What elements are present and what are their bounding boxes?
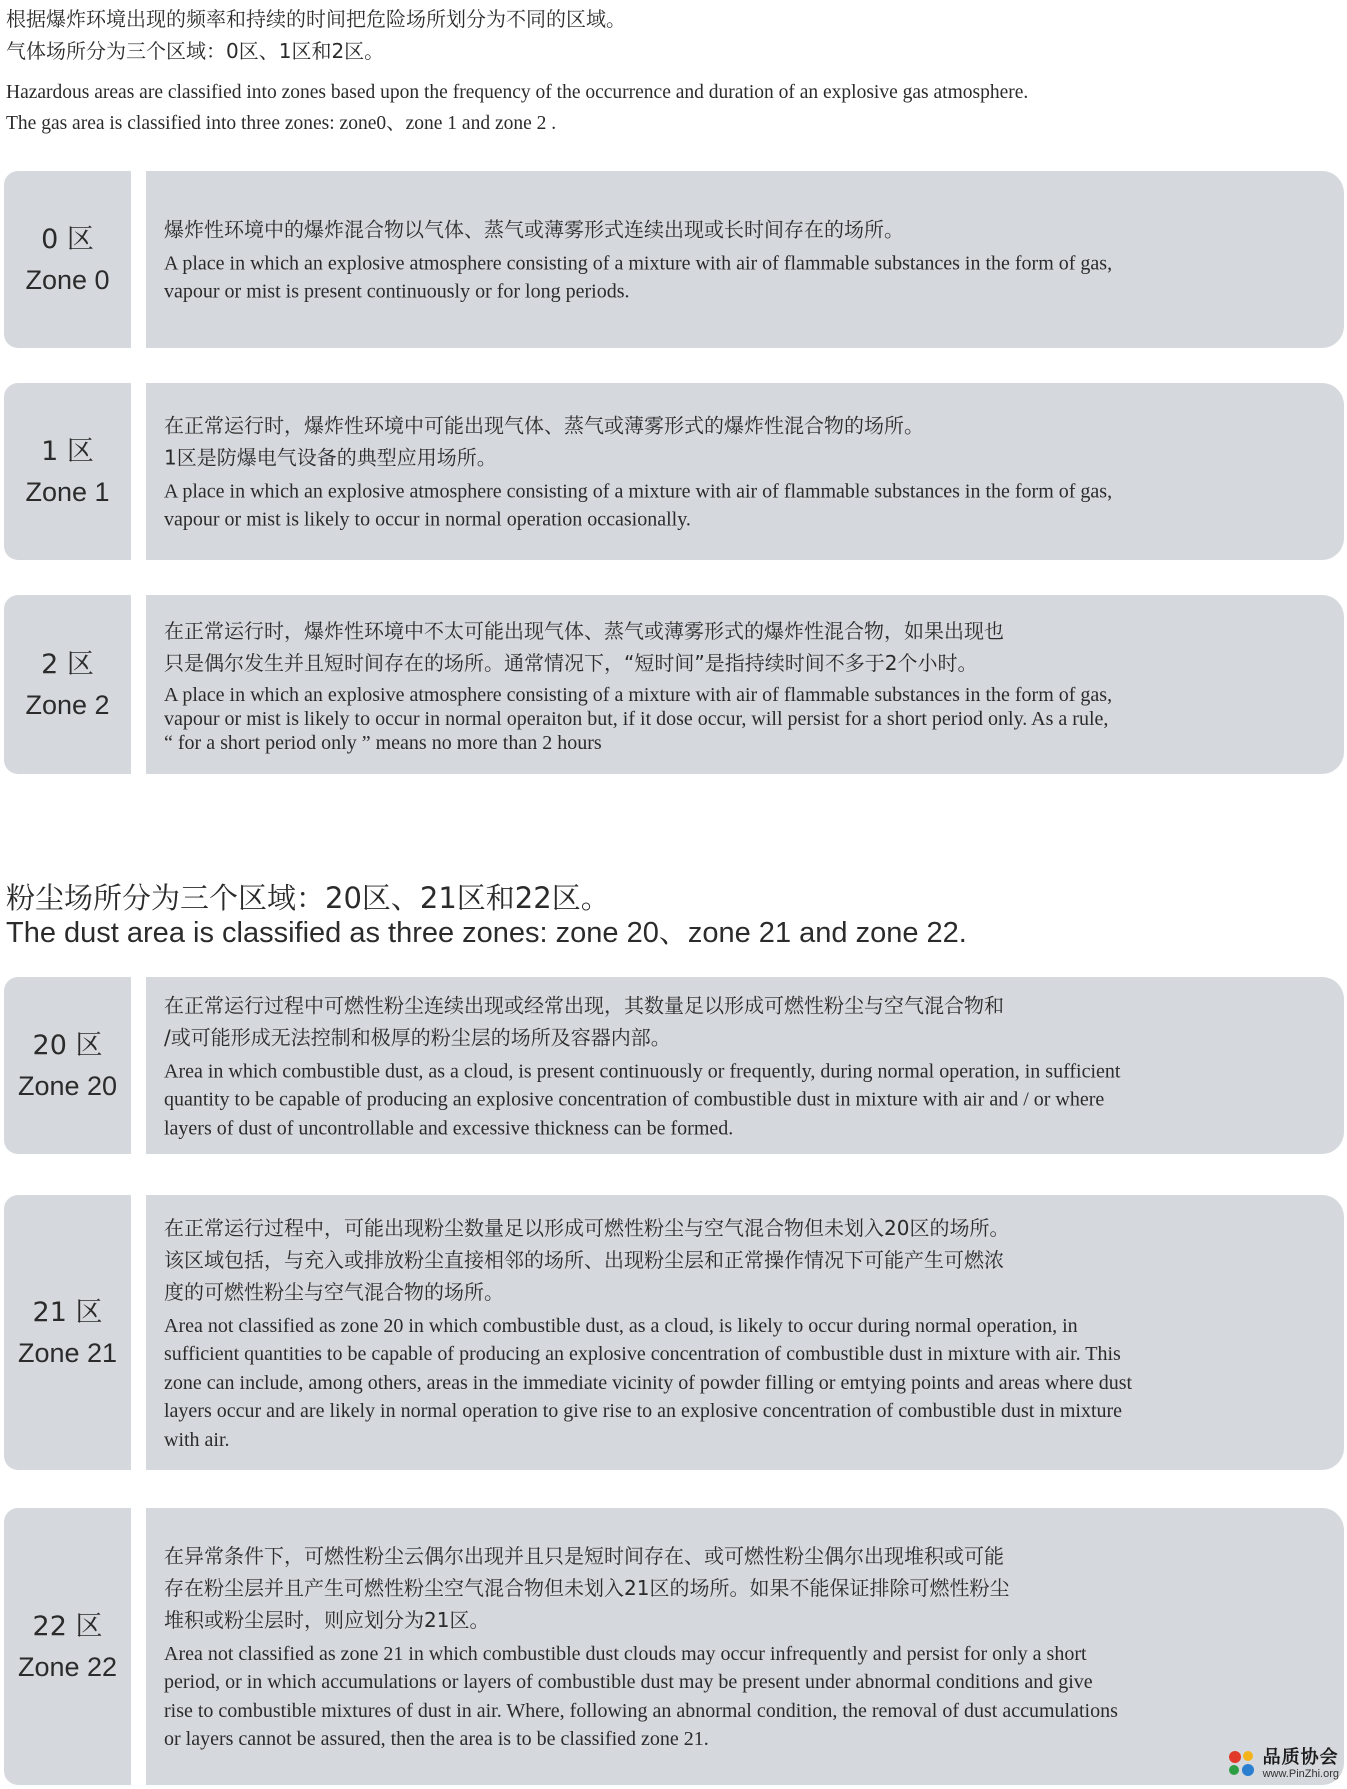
zone-label-en: Zone 0 — [25, 264, 110, 295]
zone-desc-cn: 爆炸性环境中的爆炸混合物以气体、蒸气或薄雾形式连续出现或长时间存在的场所。 — [164, 217, 904, 241]
pinzhi-logo-icon — [1225, 1747, 1259, 1781]
watermark-url: www.PinZhi.org — [1262, 1768, 1339, 1780]
zone-label-cn: 1 区 — [41, 435, 94, 467]
zone-desc-en: with air. — [164, 1428, 230, 1451]
zone-label-cn: 0 区 — [41, 223, 94, 255]
zone-label — [4, 977, 131, 1154]
zone-label-en: Zone 22 — [17, 1651, 118, 1682]
zone-label-cn: 20 区 — [32, 1029, 103, 1061]
logo-dot-yellow — [1243, 1751, 1253, 1761]
zone-desc-cn: 在正常运行过程中，可能出现粉尘数量足以形成可燃性粉尘与空气混合物但未划入20区的场所。 — [164, 1215, 1010, 1240]
zone-desc-en: vapour or mist is likely to occur in normal operaiton but, if it dose occur, will persist for a short period only. As a rule, — [164, 707, 1109, 730]
zone-desc-cn: 该区域包括，与充入或排放粉尘直接相邻的场所、出现粉尘层和正常操作情况下可能产生可燃浓 — [164, 1247, 1004, 1272]
zone-desc-en: Area not classified as zone 20 in which combustible dust, as a cloud, is likely to occur during normal operation, in — [164, 1314, 1078, 1337]
zone-label — [4, 383, 131, 560]
zone-label-cn: 22 区 — [32, 1610, 103, 1642]
zone-description — [146, 977, 1344, 1154]
intro-en-line-2: The gas area is classified into three zones: zone0、zone 1 and zone 2 . — [6, 113, 557, 134]
zone-desc-en: vapour or mist is likely to occur in normal operation occasionally. — [164, 508, 691, 531]
zone-desc-en: vapour or mist is present continuously or for long periods. — [164, 280, 630, 303]
zone-description — [146, 383, 1344, 560]
dust-heading-en: The dust area is classified as three zones: zone 20、zone 21 and zone 22. — [6, 917, 967, 949]
zone-21-panel — [4, 1195, 1344, 1470]
zone-desc-en: zone can include, among others, areas in the immediate vicinity of powder filling or emtying points and areas where dust — [164, 1371, 1133, 1394]
watermark-cn: 品质协会 — [1262, 1747, 1339, 1768]
intro-cn-line-2: 气体场所分为三个区域：0区、1区和2区。 — [6, 39, 385, 63]
zone-label — [4, 171, 131, 348]
zone-description — [146, 1508, 1344, 1785]
zone-desc-en: A place in which an explosive atmosphere consisting of a mixture with air of flammable substances in the form of gas, — [164, 480, 1113, 502]
logo-dot-green — [1229, 1765, 1239, 1775]
watermark-logo — [1225, 1747, 1339, 1781]
zone-desc-cn: 1区是防爆电气设备的典型应用场所。 — [164, 445, 497, 469]
zone-2-panel — [4, 595, 1344, 774]
zone-desc-en: A place in which an explosive atmosphere consisting of a mixture with air of flammable substances in the form of gas, — [164, 683, 1113, 706]
zone-label — [4, 1195, 131, 1470]
zone-label-cn: 2 区 — [41, 648, 94, 680]
zone-desc-en: layers of dust of uncontrollable and excessive thickness can be formed. — [164, 1116, 734, 1139]
logo-dot-blue — [1242, 1764, 1254, 1776]
intro-en-line-1: Hazardous areas are classified into zones based upon the frequency of the occurrence and duration of an explosive gas atmosphere. — [6, 82, 1029, 103]
zone-desc-en: Area not classified as zone 21 in which combustible dust clouds may occur infrequently and persist for only a short — [164, 1642, 1087, 1665]
zone-label — [4, 1508, 131, 1785]
zone-1-panel — [4, 383, 1344, 560]
zone-label-en: Zone 1 — [25, 476, 110, 507]
zone-desc-en: rise to combustible mixtures of dust in air. Where, following an abnormal condition, the removal of dust accumulations — [164, 1699, 1118, 1722]
zone-description — [146, 595, 1344, 774]
zone-desc-cn: 度的可燃性粉尘与空气混合物的场所。 — [164, 1279, 504, 1304]
zone-desc-en: sufficient quantities to be capable of producing an explosive concentration of combustible dust in mixture with air. This — [164, 1342, 1121, 1365]
zone-description — [146, 171, 1344, 348]
zone-desc-cn: 在异常条件下，可燃性粉尘云偶尔出现并且只是短时间存在、或可燃性粉尘偶尔出现堆积或可能 — [164, 1543, 1004, 1568]
zone-label-en: Zone 20 — [17, 1070, 118, 1101]
zone-desc-cn: 在正常运行过程中可燃性粉尘连续出现或经常出现，其数量足以形成可燃性粉尘与空气混合物和 — [164, 992, 1004, 1017]
zone-desc-cn: /或可能形成无法控制和极厚的粉尘层的场所及容器内部。 — [164, 1024, 671, 1049]
zone-desc-en: quantity to be capable of producing an explosive concentration of combustible dust in mixture with air and / or where — [164, 1088, 1105, 1111]
zone-label-cn: 21 区 — [32, 1296, 103, 1328]
zone-desc-en: “ for a short period only ” means no more than 2 hours — [164, 731, 602, 754]
zone-label — [4, 595, 131, 774]
zone-desc-en: Area in which combustible dust, as a cloud, is present continuously or frequently, during normal operation, in sufficient — [164, 1059, 1121, 1082]
zone-desc-en: A place in which an explosive atmosphere consisting of a mixture with air of flammable substances in the form of gas, — [164, 252, 1113, 274]
zone-desc-en: or layers cannot be assured, then the area is to be classified zone 21. — [164, 1728, 709, 1750]
logo-dot-red — [1229, 1751, 1241, 1763]
zone-22-panel — [4, 1508, 1344, 1785]
intro-cn-line-1: 根据爆炸环境出现的频率和持续的时间把危险场所划分为不同的区域。 — [6, 7, 626, 31]
zone-desc-en: layers occur and are likely in normal operation to give rise to an explosive concentration of combustible dust in mixture — [164, 1399, 1123, 1422]
dust-heading-cn: 粉尘场所分为三个区域：20区、21区和22区。 — [6, 881, 610, 915]
zone-desc-cn: 只是偶尔发生并且短时间存在的场所。通常情况下，“短时间”是指持续时间不多于2个小时。 — [164, 650, 978, 675]
zone-description — [146, 1195, 1344, 1470]
zone-desc-cn: 在正常运行时，爆炸性环境中不太可能出现气体、蒸气或薄雾形式的爆炸性混合物，如果出现也 — [164, 618, 1004, 643]
zone-label-en: Zone 2 — [25, 689, 110, 720]
zone-desc-cn: 堆积或粉尘层时，则应划分为21区。 — [164, 1607, 490, 1632]
zone-20-panel — [4, 977, 1344, 1154]
zone-desc-en: period, or in which accumulations or layers of combustible dust may be present under abnormal conditions and give — [164, 1671, 1093, 1693]
zone-desc-cn: 存在粉尘层并且产生可燃性粉尘空气混合物但未划入21区的场所。如果不能保证排除可燃性粉尘 — [164, 1575, 1010, 1600]
zone-label-en: Zone 21 — [17, 1337, 118, 1368]
zone-0-panel — [4, 171, 1344, 348]
zone-desc-cn: 在正常运行时，爆炸性环境中可能出现气体、蒸气或薄雾形式的爆炸性混合物的场所。 — [164, 413, 924, 437]
